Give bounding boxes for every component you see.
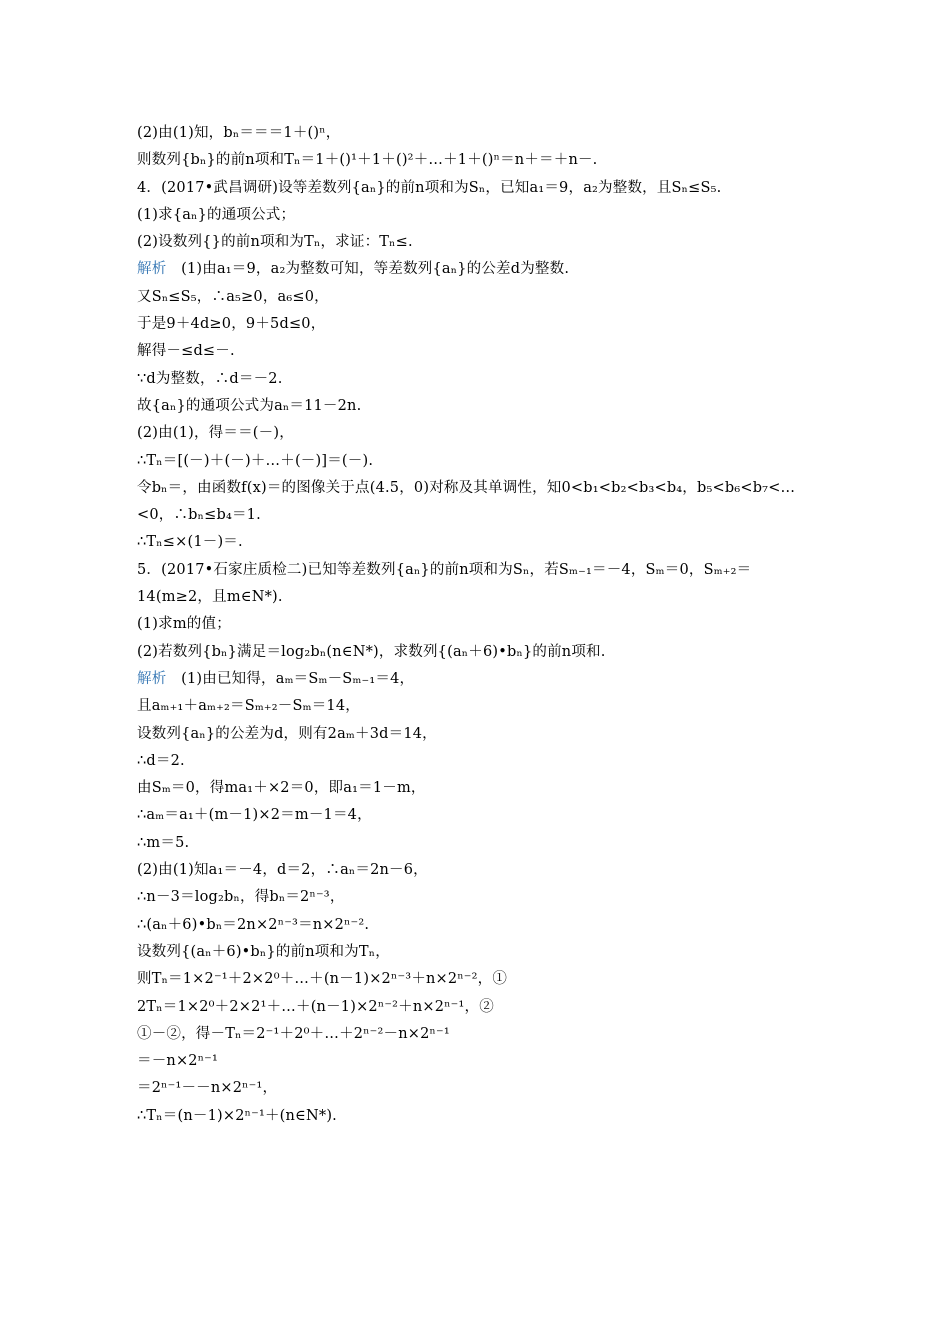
text-line: 由Sₘ＝0，得ma₁＋×2＝0，即a₁＝1－m， bbox=[137, 780, 426, 797]
text-line: (1)求{aₙ}的通项公式； bbox=[137, 206, 296, 223]
text-line: 令bₙ＝，由函数f(x)＝的图像关于点(4.5，0)对称及其单调性，知0<b₁<b₂<b₃<b₄，b₅<b₆<b₇<… bbox=[137, 479, 796, 496]
text-line: (2)由(1)知a₁＝－4，d＝2，∴aₙ＝2n－6， bbox=[137, 862, 428, 879]
text-line: ∴(aₙ＋6)•bₙ＝2n×2ⁿ⁻³＝n×2ⁿ⁻². bbox=[137, 916, 370, 933]
text-line: 设数列{(aₙ＋6)•bₙ}的前n项和为Tₙ， bbox=[137, 943, 390, 960]
document-body bbox=[137, 120, 847, 1130]
text-line: ＝2ⁿ⁻¹－－n×2ⁿ⁻¹， bbox=[137, 1080, 278, 1097]
text-line: 又Sₙ≤S₅，∴a₅≥0，a₆≤0， bbox=[137, 288, 329, 305]
analysis-label: 解析 bbox=[137, 261, 167, 278]
text-line: 于是9＋4d≥0，9＋5d≤0， bbox=[137, 316, 326, 333]
text-line: 则Tₙ＝1×2⁻¹＋2×2⁰＋…＋(n－1)×2ⁿ⁻³＋n×2ⁿ⁻²，① bbox=[137, 971, 508, 988]
text-line: 2Tₙ＝1×2⁰＋2×2¹＋…＋(n－1)×2ⁿ⁻²＋n×2ⁿ⁻¹，② bbox=[137, 998, 494, 1015]
text-line: ∴aₘ＝a₁＋(m－1)×2＝m－1＝4， bbox=[137, 807, 372, 824]
text-line: ∴m＝5. bbox=[137, 834, 190, 851]
text-line: ∴d＝2. bbox=[137, 752, 185, 769]
text-line: (2)由(1)知，bₙ＝＝＝1＋()ⁿ， bbox=[137, 125, 341, 141]
analysis-label: 解析 bbox=[137, 670, 167, 687]
text-line: ∴Tₙ≤×(1－)＝. bbox=[137, 534, 243, 551]
text-line bbox=[137, 666, 847, 693]
analysis-text: (1)由已知得，aₘ＝Sₘ－Sₘ₋₁＝4， bbox=[166, 670, 415, 687]
text-line: ∵d为整数，∴d＝－2. bbox=[137, 370, 283, 387]
text-line: 解得－≤d≤－. bbox=[137, 343, 235, 360]
text-line: 则数列{bₙ}的前n项和Tₙ＝1＋()¹＋1＋()²＋…＋1＋()ⁿ＝n＋＝＋n－. bbox=[137, 152, 598, 169]
text-line: (2)由(1)，得＝＝(－)， bbox=[137, 425, 294, 442]
text-line: (1)求m的值； bbox=[137, 616, 231, 633]
analysis-text: (1)由a₁＝9，a₂为整数可知，等差数列{aₙ}的公差d为整数. bbox=[166, 261, 570, 278]
text-line: ＝－n×2ⁿ⁻¹ bbox=[137, 1053, 219, 1070]
text-line: 且aₘ₊₁＋aₘ₊₂＝Sₘ₊₂－Sₘ＝14， bbox=[137, 698, 360, 715]
text-line: ∴Tₙ＝(n－1)×2ⁿ⁻¹＋(n∈N*). bbox=[137, 1107, 337, 1124]
text-line: 4．(2017•武昌调研)设等差数列{aₙ}的前n项和为Sₙ，已知a₁＝9，a₂为整数，且Sₙ≤S₅. bbox=[137, 179, 722, 196]
text-line: <0，∴bₙ≤b₄＝1. bbox=[137, 507, 261, 524]
text-line bbox=[137, 256, 847, 283]
text-line: 故{aₙ}的通项公式为aₙ＝11－2n. bbox=[137, 397, 362, 414]
text-line: 14(m≥2，且m∈N*). bbox=[137, 589, 283, 606]
text-line: 设数列{aₙ}的公差为d，则有2aₘ＋3d＝14， bbox=[137, 725, 437, 742]
text-line: 5．(2017•石家庄质检二)已知等差数列{aₙ}的前n项和为Sₙ，若Sₘ₋₁＝－4，Sₘ＝0，Sₘ₊₂＝ bbox=[137, 561, 752, 578]
text-line: ①－②，得－Tₙ＝2⁻¹＋2⁰＋…＋2ⁿ⁻²－n×2ⁿ⁻¹ bbox=[137, 1025, 450, 1042]
text-line: ∴n－3＝log₂bₙ，得bₙ＝2ⁿ⁻³， bbox=[137, 889, 345, 906]
text-line: (2)设数列{}的前n项和为Tₙ，求证：Tₙ≤. bbox=[137, 234, 413, 251]
text-line: ∴Tₙ＝[(－)＋(－)＋…＋(－)]＝(－). bbox=[137, 452, 374, 469]
text-line: (2)若数列{bₙ}满足＝log₂bₙ(n∈N*)，求数列{(aₙ＋6)•bₙ}的前n项和. bbox=[137, 643, 606, 660]
